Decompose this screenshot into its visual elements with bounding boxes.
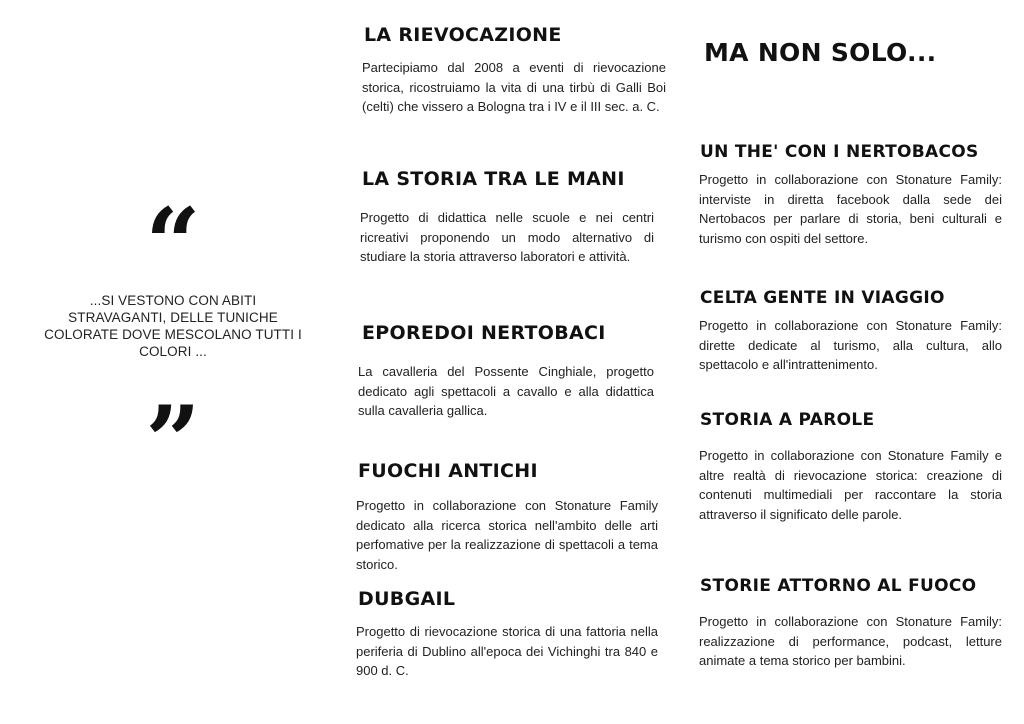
section-eporedoi-nertobaci (362, 322, 606, 344)
section-fuochi-antichi (358, 460, 538, 482)
section-eporedoi-nertobaci-body (358, 362, 654, 421)
section-body: Progetto in collaborazione con Stonature Family dedicato alla ricerca storica nell'ambito delle arti perfomative per la realizzazione di spettacoli a tema storico. (356, 498, 658, 572)
section-storie-attorno-al-fuoco-body (699, 612, 1002, 671)
section-fuochi-antichi-body (356, 496, 658, 574)
section-celta-gente-in-viaggio-body (699, 316, 1002, 375)
section-body: La cavalleria del Possente Cinghiale, progetto dedicato agli spettacoli a cavallo e alla didattica sulla cavalleria gallica. (358, 364, 654, 418)
close-quote-icon: ” (145, 385, 201, 498)
quote-text: ...SI VESTONO CON ABITI STRAVAGANTI, DELLE TUNICHE COLORATE DOVE MESCOLANO TUTTI I COLORI ... (44, 293, 302, 359)
section-body: Progetto in collaborazione con Stonature Family: realizzazione di performance, podcast, letture animate a tema storico per bambini. (699, 614, 1002, 668)
section-body: Progetto di didattica nelle scuole e nei centri ricreativi proponendo un modo alternativo di studiare la storia attraverso laboratori e attività. (360, 210, 654, 264)
section-title: LA STORIA TRA LE MANI (362, 168, 625, 190)
section-un-the-con-i-nertobacos (700, 142, 979, 162)
section-dubgail (358, 588, 455, 610)
section-body: Progetto di rievocazione storica di una fattoria nella periferia di Dublino all'epoca dei Vichinghi tra 840 e 900 d. C. (356, 624, 658, 678)
section-title: STORIE ATTORNO AL FUOCO (700, 576, 977, 596)
section-title: LA RIEVOCAZIONE (364, 24, 562, 46)
right-column-title: MA NON SOLO... (704, 38, 937, 67)
open-quote-icon: “ (145, 187, 201, 300)
section-la-rievocazione-body (362, 58, 666, 117)
section-la-storia-tra-le-mani (362, 168, 625, 190)
section-title: CELTA GENTE IN VIAGGIO (700, 288, 945, 308)
section-dubgail-body (356, 622, 658, 681)
section-title: FUOCHI ANTICHI (358, 460, 538, 482)
section-storia-a-parole-body (699, 446, 1002, 524)
right-column-title-block (704, 38, 936, 67)
section-la-storia-tra-le-mani-body (360, 208, 654, 267)
section-title: UN THE' CON I NERTOBACOS (700, 142, 979, 162)
section-body: Progetto in collaborazione con Stonature Family: dirette dedicate al turismo, alla cultura, allo spettacolo e all'intrattenimento. (699, 318, 1002, 372)
section-storie-attorno-al-fuoco (700, 576, 976, 596)
section-body: Progetto in collaborazione con Stonature Family: interviste in diretta facebook dalla sede dei Nertobacos per parlare di storia, beni culturali e turismo con ospiti del settore. (699, 172, 1002, 246)
section-storia-a-parole (700, 410, 874, 430)
section-body: Partecipiamo dal 2008 a eventi di rievocazione storica, ricostruiamo la vita di una tirbù di Galli Boi (celti) che vissero a Bologna tra i IV e il III sec. a. C. (362, 60, 666, 114)
section-title: STORIA A PAROLE (700, 410, 875, 430)
section-celta-gente-in-viaggio (700, 288, 945, 308)
section-la-rievocazione (364, 24, 562, 46)
section-title: DUBGAIL (358, 588, 456, 610)
section-un-the-con-i-nertobacos-body (699, 170, 1002, 248)
section-body: Progetto in collaborazione con Stonature Family e altre realtà di rievocazione storica: creazione di contenuti multimediali per raccontare la storia attraverso il significato delle parole. (699, 448, 1002, 522)
section-title: EPOREDOI NERTOBACI (362, 322, 606, 344)
